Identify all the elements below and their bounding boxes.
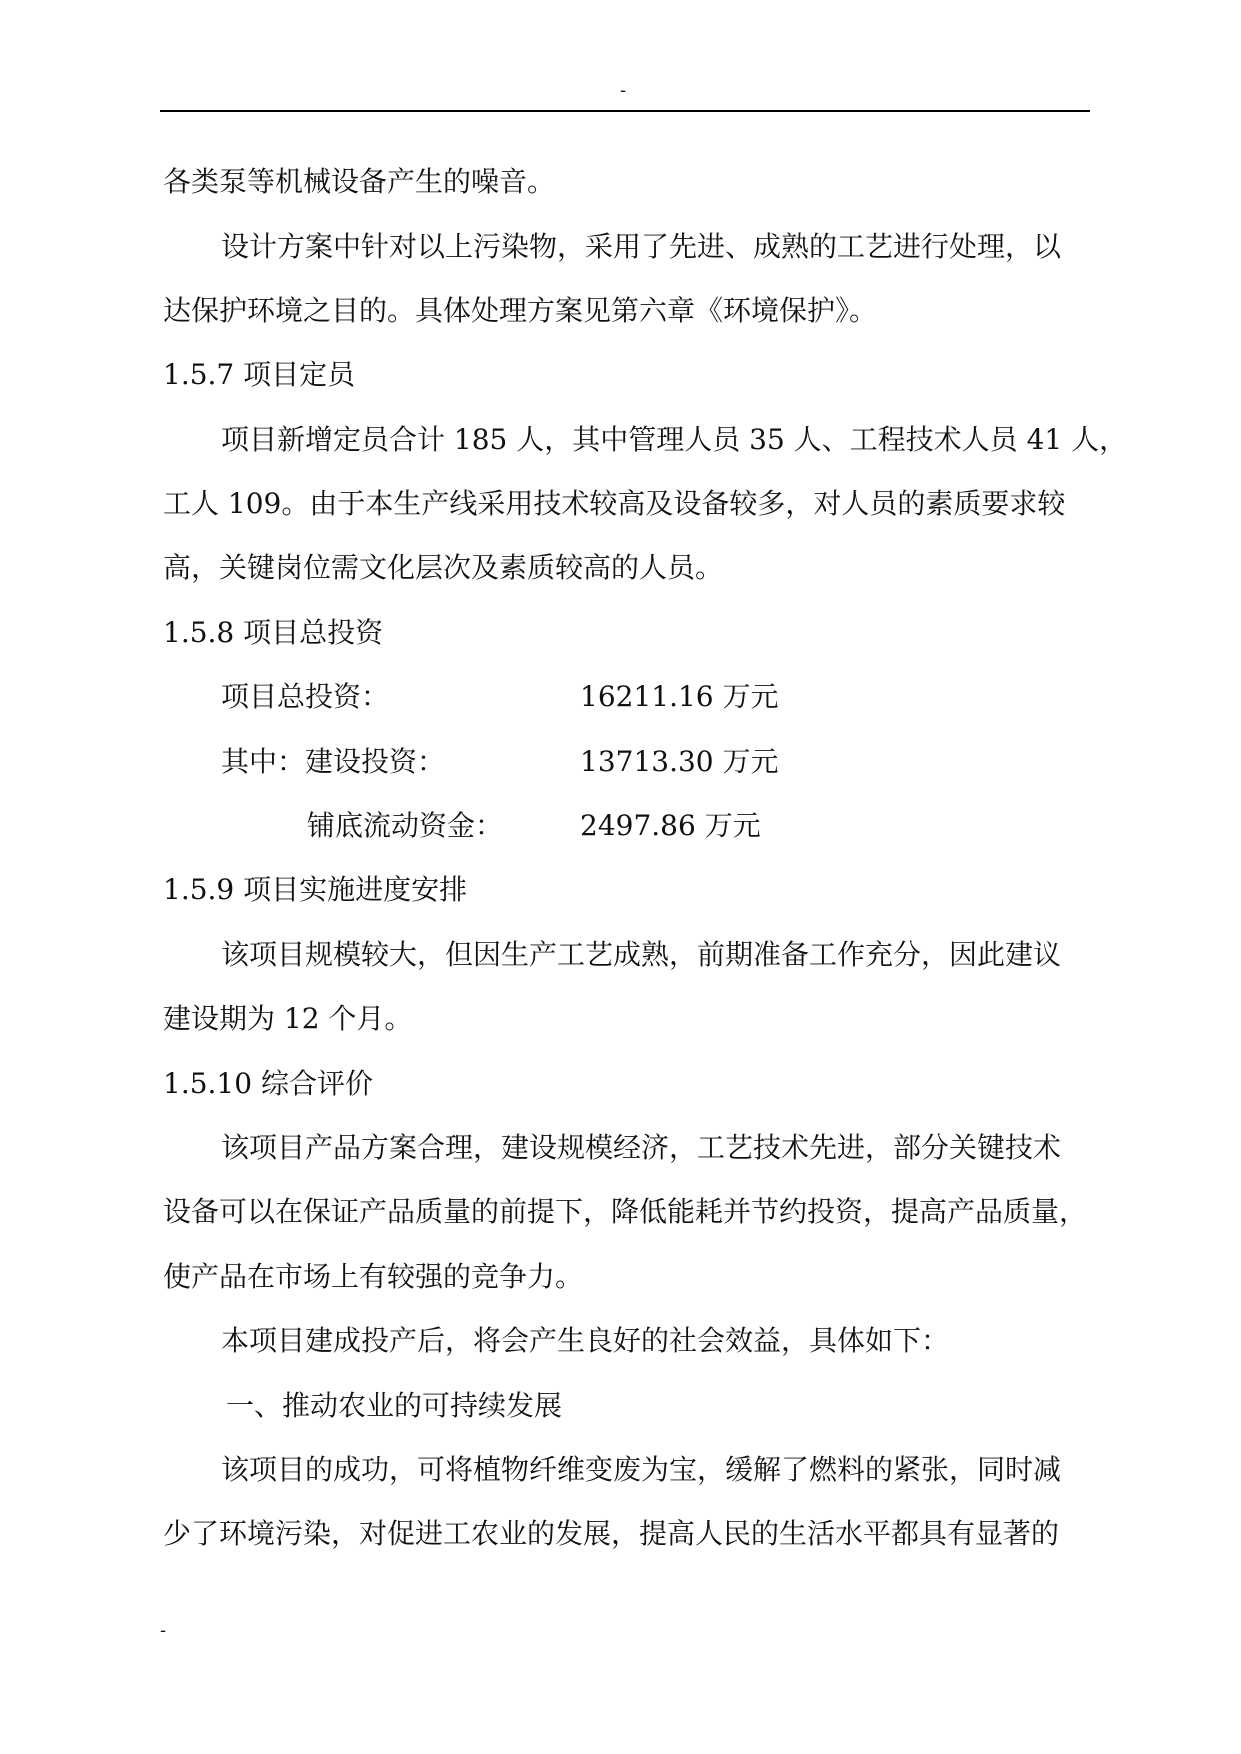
footer-mark: -	[160, 1620, 167, 1641]
section-heading-1-5-7: 1.5.7 项目定员	[163, 358, 356, 391]
header-rule	[160, 110, 1090, 112]
paragraph-line: 高，关键岗位需文化层次及素质较高的人员。	[163, 551, 724, 584]
paragraph-line: 该项目的成功，可将植物纤维变废为宝，缓解了燃料的紧张，同时减	[221, 1453, 1062, 1486]
investment-construction-value: 13713.30 万元	[580, 745, 779, 778]
investment-total-value: 16211.16 万元	[580, 680, 779, 713]
subheading-agriculture: 一、推动农业的可持续发展	[226, 1389, 563, 1422]
paragraph-line: 使产品在市场上有较强的竞争力。	[163, 1260, 584, 1293]
header-mark: -	[620, 80, 627, 101]
paragraph-line: 设备可以在保证产品质量的前提下，降低能耗并节约投资，提高产品质量，	[163, 1195, 1088, 1228]
section-heading-1-5-9: 1.5.9 项目实施进度安排	[163, 873, 468, 906]
paragraph-line: 该项目规模较大，但因生产工艺成熟，前期准备工作充分，因此建议	[221, 938, 1062, 971]
investment-working-capital-value: 2497.86 万元	[580, 809, 761, 842]
paragraph-line: 项目新增定员合计 185 人，其中管理人员 35 人、工程技术人员 41 人，	[221, 423, 1128, 456]
paragraph-line: 少了环境污染，对促进工农业的发展，提高人民的生活水平都具有显著的	[163, 1517, 1060, 1550]
paragraph-line: 该项目产品方案合理，建设规模经济，工艺技术先进，部分关键技术	[221, 1131, 1062, 1164]
investment-working-capital-label: 铺底流动资金：	[307, 809, 504, 842]
section-heading-1-5-8: 1.5.8 项目总投资	[163, 616, 384, 649]
paragraph-line: 各类泵等机械设备产生的噪音。	[163, 165, 556, 198]
paragraph-line: 建设期为 12 个月。	[163, 1002, 413, 1035]
paragraph-line: 达保护环境之目的。具体处理方案见第六章《环境保护》。	[163, 294, 878, 327]
paragraph-line: 工人 109。由于本生产线采用技术较高及设备较多，对人员的素质要求较	[163, 487, 1066, 520]
section-heading-1-5-10: 1.5.10 综合评价	[163, 1067, 373, 1100]
paragraph-line: 设计方案中针对以上污染物，采用了先进、成熟的工艺进行处理，以	[221, 230, 1062, 263]
investment-construction-label: 其中：建设投资：	[221, 745, 446, 778]
paragraph-line: 本项目建成投产后，将会产生良好的社会效益，具体如下：	[221, 1324, 950, 1357]
investment-total-label: 项目总投资：	[221, 680, 390, 713]
